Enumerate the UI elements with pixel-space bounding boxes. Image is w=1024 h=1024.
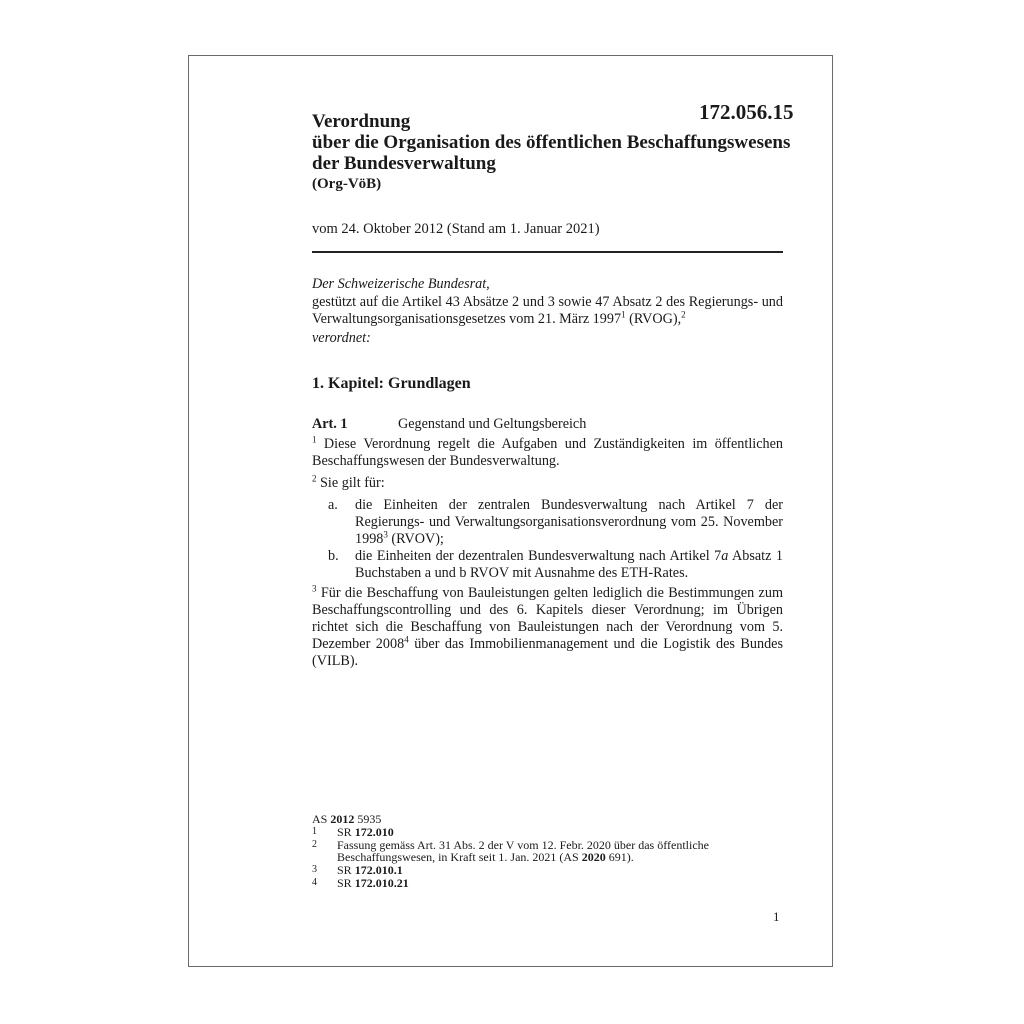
paragraph-number: 2 xyxy=(312,473,317,484)
preamble-basis xyxy=(312,294,783,328)
list-item-letter: b. xyxy=(328,548,339,564)
official-collection-ref xyxy=(312,813,381,825)
header-divider xyxy=(312,251,783,253)
list-item-text: die Einheiten der zentralen Bundesverwaltung nach Artikel 7 der Regierungs- und Verwaltungsorganisationsverordnung vom 25. November 1998 xyxy=(355,497,783,547)
page-number: 1 xyxy=(773,909,780,924)
footnote xyxy=(337,839,777,863)
list-item-letter: a. xyxy=(328,497,338,513)
footnote xyxy=(337,826,777,838)
article-paragraph-2 xyxy=(312,475,783,492)
title-line: über die Organisation des öffentlichen Beschaffungswesens xyxy=(312,132,791,153)
footnote-ref[interactable]: 4 xyxy=(404,634,409,645)
footnote-bold: 172.010 xyxy=(354,825,394,839)
document-title xyxy=(312,111,792,174)
list-item-text: die Einheiten der dezentralen Bundesverwaltung nach Artikel 7 xyxy=(355,548,722,564)
footnote-ref[interactable]: 1 xyxy=(621,309,626,320)
article-paragraph-1 xyxy=(312,436,783,470)
list-item-italic: a xyxy=(721,548,729,564)
footnote-number: 1 xyxy=(312,826,317,837)
footnote-ref[interactable]: 3 xyxy=(383,529,388,540)
preamble-basis-text: gestützt auf die Artikel 43 Absätze 2 und 3 sowie 47 Absatz 2 des Regierungs- und Verwaltungsorganisationsgesetzes vom 21. März 1997 xyxy=(312,294,783,327)
list-item-tail: Absatz 1 Buchstaben a und b RVOV mit Ausnahme des ETH-Rates. xyxy=(355,548,783,581)
footnote-bold: 2020 xyxy=(581,850,606,864)
list-item xyxy=(355,548,783,582)
preamble-decree: verordnet: xyxy=(312,330,371,346)
footnote-text: SR xyxy=(337,825,355,839)
footnote-text: SR xyxy=(337,876,355,890)
paragraph-number: 3 xyxy=(312,583,317,594)
footnote-text: Fassung gemäss Art. 31 Abs. 2 der V vom 12. Febr. 2020 über das öffentliche Beschaffungswesen, in Kraft seit 1. Jan. 2021 (AS xyxy=(337,838,709,864)
chapter-heading: 1. Kapitel: Grundlagen xyxy=(312,375,471,392)
paragraph-text: Sie gilt für: xyxy=(316,475,385,491)
document-date: vom 24. Oktober 2012 (Stand am 1. Januar 2021) xyxy=(312,221,600,237)
preamble-basis-tail: (RVOG), xyxy=(625,311,682,327)
as-year: 2012 xyxy=(330,812,355,826)
footnote-text: SR xyxy=(337,863,355,877)
list-item xyxy=(355,497,783,548)
as-prefix: AS xyxy=(312,812,331,826)
footnote-ref[interactable]: 2 xyxy=(681,309,686,320)
title-line: der Bundesverwaltung xyxy=(312,153,496,174)
document-abbreviation: (Org-VöB) xyxy=(312,176,382,192)
footnote-bold: 172.010.1 xyxy=(354,863,403,877)
sr-number: 172.056.15 xyxy=(699,100,794,124)
footnote-bold: 172.010.21 xyxy=(354,876,409,890)
paragraph-tail: über das Immobilienmanagement und die Logistik des Bundes (VILB). xyxy=(312,636,783,669)
article-paragraph-3 xyxy=(312,585,783,670)
footnote-number: 4 xyxy=(312,877,317,888)
article-title: Gegenstand und Geltungsbereich xyxy=(398,416,587,432)
footnote-number: 2 xyxy=(312,839,317,850)
paragraph-text: Diese Verordnung regelt die Aufgaben und Zuständigkeiten im öffentlichen Beschaffungswesen der Bundesverwaltung. xyxy=(312,436,783,469)
article-label: Art. 1 xyxy=(312,416,348,432)
list-item-tail: (RVOV); xyxy=(387,531,444,547)
paragraph-text: Für die Beschaffung von Bauleistungen gelten lediglich die Bestimmungen zum Beschaffungscontrolling und des 6. Kapitels dieser Verordnung; im Übrigen richtet sich die Beschaffung von Bauleistungen nach der Verordnung vom 5. Dezember 2008 xyxy=(312,585,783,652)
paragraph-number: 1 xyxy=(312,434,317,445)
footnote-suffix: 691). xyxy=(605,850,634,864)
footnote-number: 3 xyxy=(312,864,317,875)
footnote xyxy=(337,877,777,889)
preamble-issuer: Der Schweizerische Bundesrat, xyxy=(312,276,490,292)
as-page: 5935 xyxy=(354,812,382,826)
footnote xyxy=(337,864,777,876)
title-line: Verordnung xyxy=(312,111,411,132)
